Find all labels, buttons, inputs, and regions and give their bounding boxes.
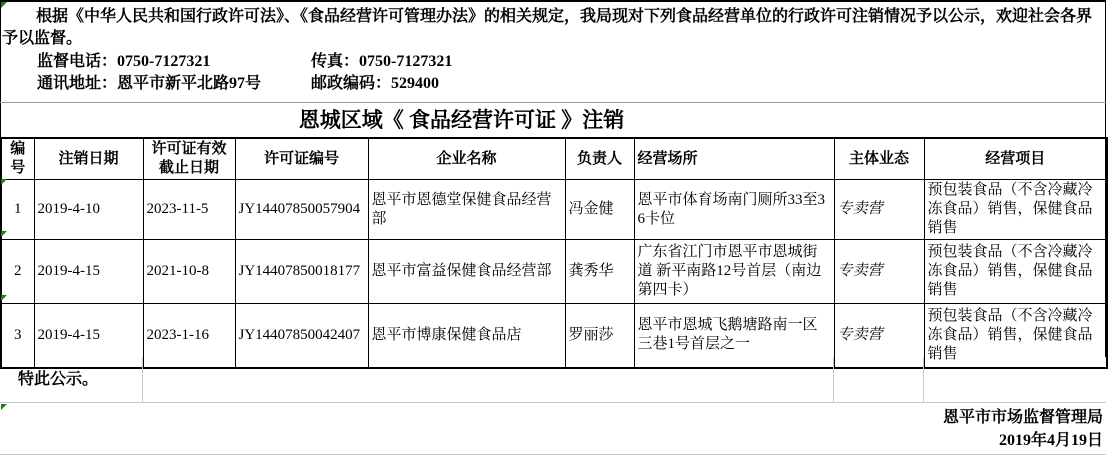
cell-expiry-date: 2023-1-16: [143, 304, 235, 368]
col-header-person: 负责人: [565, 138, 634, 180]
fax: [311, 51, 452, 73]
cell-license-no: JY14407850042407: [235, 304, 368, 368]
supervision-phone: [37, 51, 210, 73]
cell-company: 恩平市恩德堂保健食品经营部: [368, 180, 565, 240]
table-header-row: [1, 138, 1107, 180]
supervision-phone-label: 监督电话：: [37, 53, 118, 70]
cell-address: 恩平市体育场南门厕所33至36卡位: [634, 180, 834, 240]
col-header-company: 企业名称: [368, 138, 565, 180]
cell-business-type: 专卖营: [834, 180, 924, 240]
cell-business-type: 专卖营: [834, 240, 924, 304]
col-header-business-type: 主体业态: [834, 138, 924, 180]
page-title: 恩城区域《 食品经营许可证 》注销: [298, 108, 625, 132]
cell-scope: 预包装食品（不含冷藏冷冻食品）销售，保健食品销售: [924, 304, 1107, 368]
table-row: [1, 240, 1107, 304]
cell-expiry-date: 2021-10-8: [143, 240, 235, 304]
col-header-serial: 编号: [1, 138, 34, 180]
mailing-address: [37, 73, 261, 95]
cell-error-marker-icon: [1, 231, 7, 237]
mailing-address-value: 恩平市新平北路97号: [117, 75, 262, 92]
gridline-vertical: [923, 357, 924, 403]
cell-error-marker-icon: [1, 404, 7, 410]
cell-address: 广东省江门市恩平市恩城街道 新平南路12号首层（南边第四卡）: [634, 240, 834, 304]
cell-business-type: 专卖营: [834, 304, 924, 368]
notice-statement: 特此公示。: [0, 357, 1106, 403]
mailing-address-label: 通讯地址：: [37, 75, 118, 92]
supervision-phone-value: 0750-7127321: [117, 53, 211, 70]
gridline-vertical: [142, 357, 143, 403]
gridline-horizontal: [0, 454, 1106, 455]
issuing-authority: 恩平市市场监督管理局: [942, 409, 1103, 426]
postal-code-value: 529400: [391, 75, 440, 92]
fax-label: 传真：: [311, 53, 360, 70]
cell-license-no: JY14407850018177: [235, 240, 368, 304]
col-header-expiry-date: 许可证有效截止日期: [143, 138, 235, 180]
cell-person: 冯金健: [565, 180, 634, 240]
issue-date: 2019年4月19日: [998, 432, 1103, 449]
cell-expiry-date: 2023-11-5: [143, 180, 235, 240]
col-header-address: 经营场所: [634, 138, 834, 180]
footer-signature: [943, 406, 1103, 452]
cell-serial: 2: [1, 240, 34, 304]
cell-error-marker-icon: [1, 179, 7, 185]
cell-scope: 预包装食品（不含冷藏冷冻食品）销售，保健食品销售: [924, 180, 1107, 240]
cell-cancel-date: 2019-4-15: [34, 240, 143, 304]
cell-company: 恩平市富益保健食品经营部: [368, 240, 565, 304]
intro-divider: [0, 102, 1106, 103]
col-header-scope: 经营项目: [924, 138, 1107, 180]
cell-company: 恩平市博康保健食品店: [368, 304, 565, 368]
gridline-vertical: [833, 357, 834, 403]
cell-scope: 预包装食品（不含冷藏冷冻食品）销售，保健食品销售: [924, 240, 1107, 304]
cell-license-no: JY14407850057904: [235, 180, 368, 240]
fax-value: 0750-7127321: [359, 53, 453, 70]
table-row: [1, 180, 1107, 240]
license-cancellation-table: [0, 137, 1108, 369]
col-header-license-no: 许可证编号: [235, 138, 368, 180]
col-header-cancel-date: 注销日期: [34, 138, 143, 180]
cell-cancel-date: 2019-4-15: [34, 304, 143, 368]
cell-cancel-date: 2019-4-10: [34, 180, 143, 240]
cell-serial: 3: [1, 304, 34, 368]
cell-address: 恩平市恩城飞鹅塘路南一区三巷1号首层之一: [634, 304, 834, 368]
cell-person: 罗丽莎: [565, 304, 634, 368]
cell-error-marker-icon: [1, 295, 7, 301]
postal-code-label: 邮政编码：: [311, 75, 392, 92]
cell-serial: 1: [1, 180, 34, 240]
postal-code: [311, 73, 439, 95]
intro-paragraph: 根据《中华人民共和国行政许可法》、《食品经营许可管理办法》的相关规定，我局现对下列食品经营单位的行政许可注销情况予以公示，欢迎社会各界予以监督。: [2, 8, 1093, 47]
cell-person: 龚秀华: [565, 240, 634, 304]
cell-error-marker-icon: [1, 2, 7, 8]
